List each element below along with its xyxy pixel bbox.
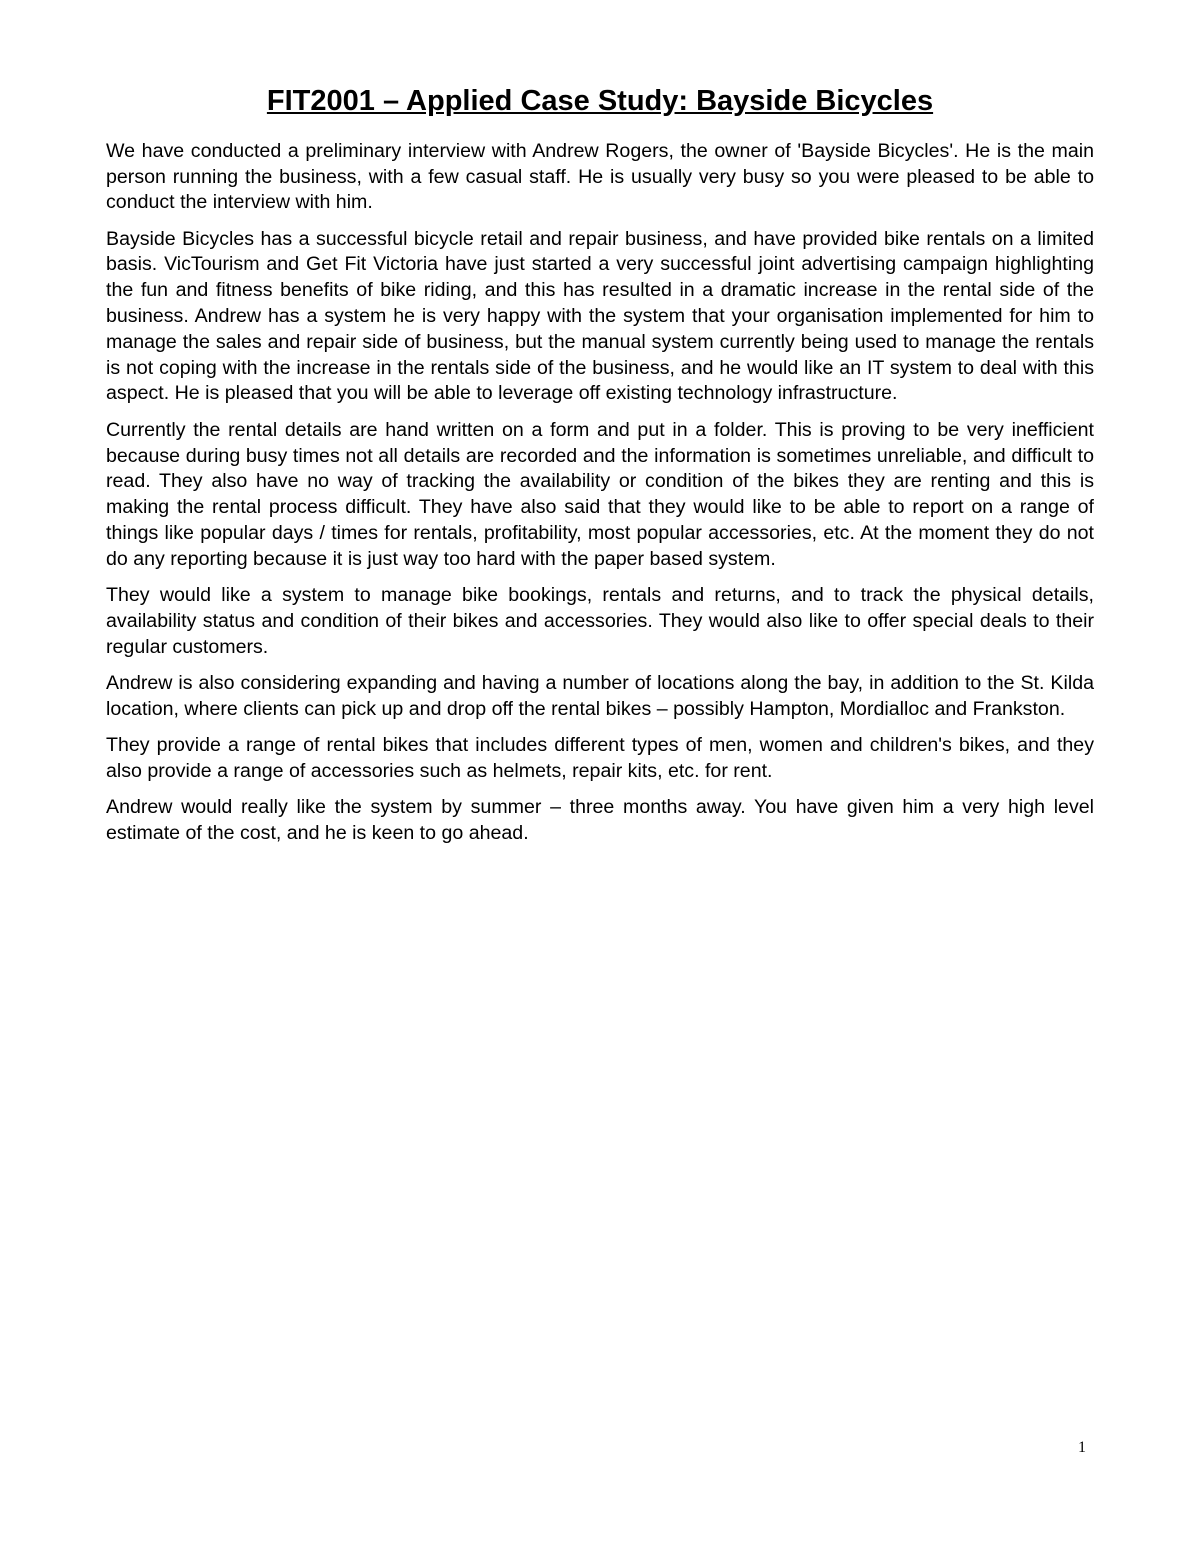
document-page [106,84,1094,857]
paragraph-rental-range: They provide a range of rental bikes that includes different types of men, women and children's bikes, and they also provide a range of accessories such as helmets, repair kits, etc. for rent. [106,734,1094,782]
paragraph-timeline: Andrew would really like the system by summer – three months away. You have given him a very high level estimate of the cost, and he is keen to go ahead. [106,796,1094,844]
paragraph-business-background: Bayside Bicycles has a successful bicycle retail and repair business, and have provided bike rentals on a limited basis. VicTourism and Get Fit Victoria have just started a very successful joint advertising campaign highlighting the fun and fitness benefits of bike riding, and this has resulted in a dramatic increase in the rental side of the business. Andrew has a system he is very happy with the system that your organisation implemented for him to manage the sales and repair side of business, but the manual system currently being used to manage the rentals is not coping with the increase in the rentals side of the business, and he would like an IT system to deal with this aspect. He is pleased that you will be able to leverage off existing technology infrastructure. [106,227,1094,405]
document-title: FIT2001 – Applied Case Study: Bayside Bicycles [266,85,934,117]
paragraph-expansion: Andrew is also considering expanding and having a number of locations along the bay, in addition to the St. Kilda location, where clients can pick up and drop off the rental bikes – possibly Hampton, Mordialloc and Frankston. [106,671,1094,720]
paragraph-requirements: They would like a system to manage bike bookings, rentals and returns, and to track the physical details, availability status and condition of their bikes and accessories. They would also like to offer special deals to their regular customers. [106,584,1094,658]
paragraph-current-process: Currently the rental details are hand written on a form and put in a folder. This is proving to be very inefficient because during busy times not all details are recorded and the information is sometimes unreliable, and difficult to read. They also have no way of tracking the availability or condition of the bikes they are renting and this is making the rental process difficult. They have also said that they would like to be able to report on a range of things like popular days / times for rentals, profitability, most popular accessories, etc. At the moment they do not do any reporting because it is just way too hard with the paper based system. [106,418,1094,570]
paragraph-interview: We have conducted a preliminary interview with Andrew Rogers, the owner of 'Bayside Bicycles'. He is the main person running the business, with a few casual staff. He is usually very busy so you were pleased to be able to conduct the interview with him. [106,139,1094,214]
page-number: 1 [1078,1439,1086,1456]
